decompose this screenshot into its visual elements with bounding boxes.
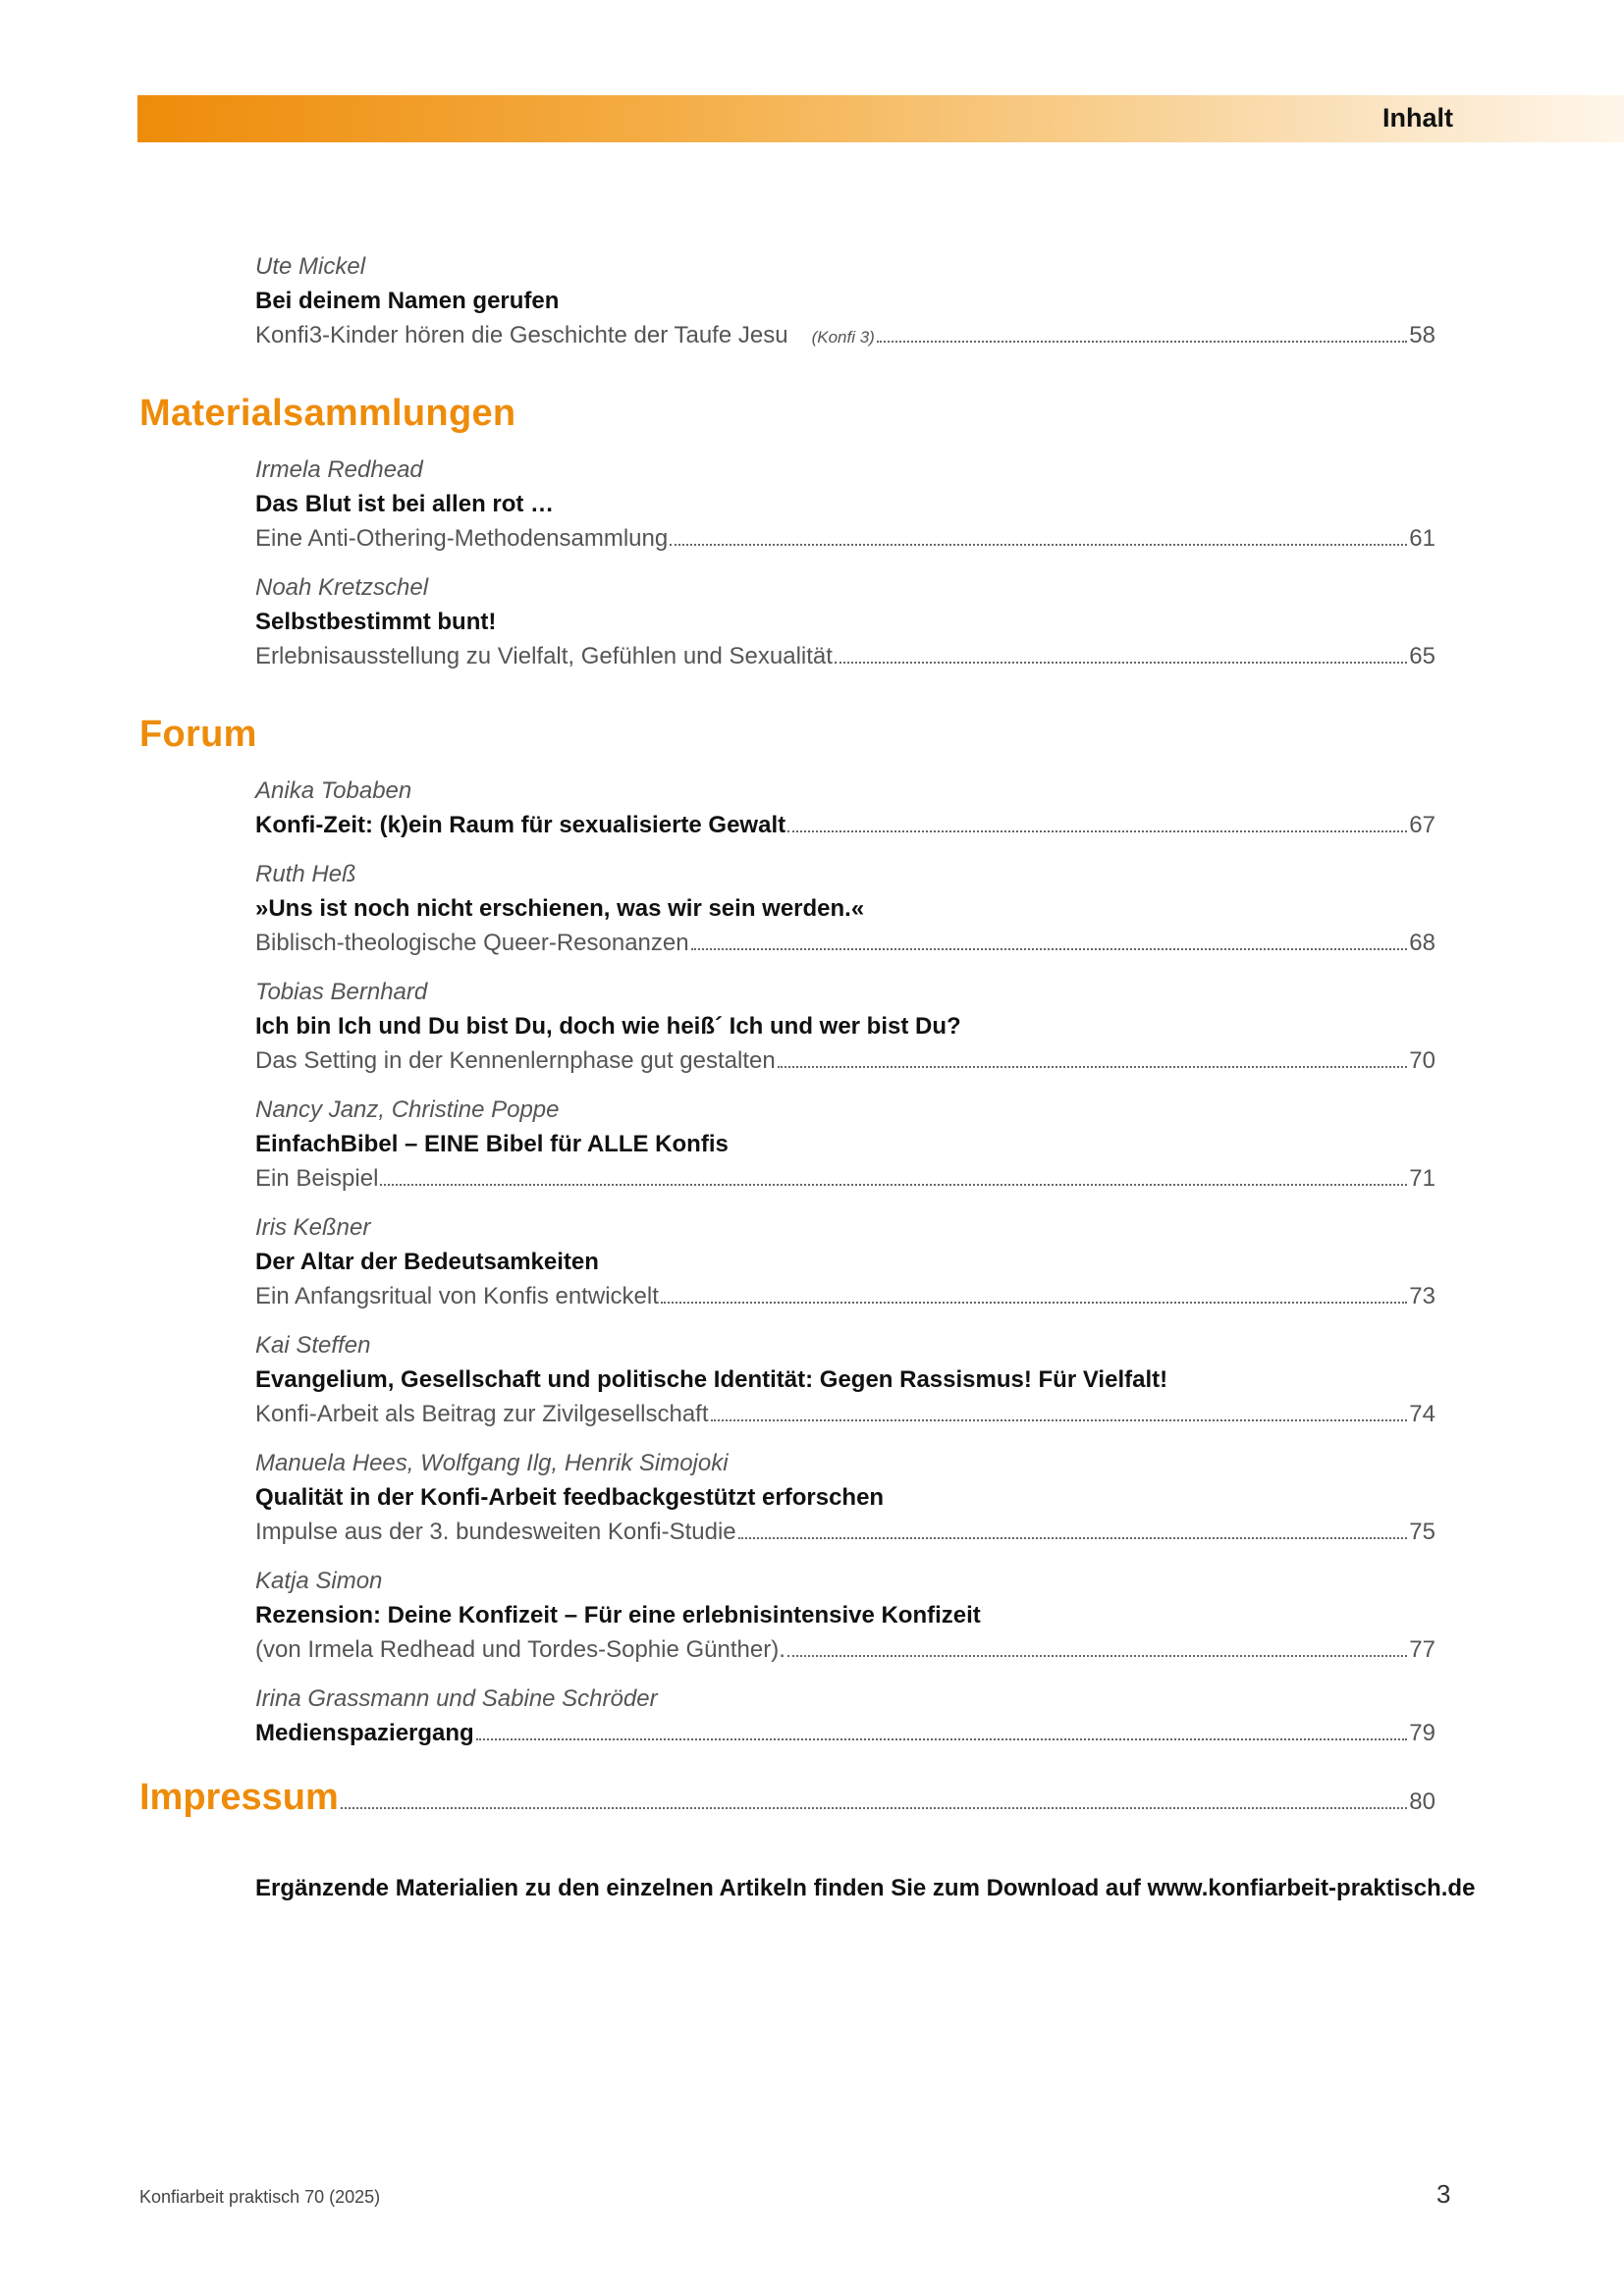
entry-page: 74 xyxy=(1409,1401,1435,1427)
toc-entry[interactable] xyxy=(255,1446,1435,1549)
entry-author: Manuela Hees, Wolfgang Ilg, Henrik Simojoki xyxy=(255,1450,729,1476)
entry-subtitle: Eine Anti-Othering-Methodensammlung xyxy=(255,525,669,552)
footer-publication: Konfiarbeit praktisch 70 (2025) xyxy=(139,2187,381,2207)
entry-page: 58 xyxy=(1409,322,1435,348)
entry-page: 73 xyxy=(1409,1283,1435,1309)
entry-page: 80 xyxy=(1409,1789,1435,1815)
entry-page: 67 xyxy=(1409,812,1435,838)
entry-title: »Uns ist noch nicht erschienen, was wir sein werden.« xyxy=(255,895,865,922)
entry-author: Katja Simon xyxy=(255,1568,383,1594)
entry-author: Irina Grassmann und Sabine Schröder xyxy=(255,1685,658,1712)
entry-subtitle: Biblisch-theologische Queer-Resonanzen xyxy=(255,930,689,956)
entry-title: Rezension: Deine Konfizeit – Für eine erlebnisintensive Konfizeit xyxy=(255,1602,981,1629)
entry-page: 77 xyxy=(1409,1636,1435,1663)
entry-author: Iris Keßner xyxy=(255,1214,371,1241)
entry-title: Evangelium, Gesellschaft und politische Identität: Gegen Rassismus! Für Vielfalt! xyxy=(255,1366,1168,1393)
section-heading-materialsammlungen: Materialsammlungen xyxy=(139,393,516,434)
entry-author: Ruth Heß xyxy=(255,861,356,887)
entry-leader-line xyxy=(255,1515,1435,1549)
entry-title: Ich bin Ich und Du bist Du, doch wie heiß´ Ich und wer bist Du? xyxy=(255,1013,961,1040)
entry-author: Tobias Bernhard xyxy=(255,979,428,1005)
entry-subtitle: Erlebnisausstellung zu Vielfalt, Gefühlen und Sexualität xyxy=(255,643,833,669)
entry-leader-line xyxy=(255,1161,1435,1196)
toc-entry[interactable] xyxy=(255,975,1435,1078)
entry-leader-line xyxy=(255,1043,1435,1078)
dot-leader xyxy=(711,1419,1408,1421)
toc-entry[interactable] xyxy=(255,453,1435,556)
entry-subtitle: (von Irmela Redhead und Tordes-Sophie Günther). xyxy=(255,1636,785,1663)
entry-author: Anika Tobaben xyxy=(255,777,412,804)
entry-title: Der Altar der Bedeutsamkeiten xyxy=(255,1249,599,1275)
entry-leader-line xyxy=(255,1716,1435,1750)
entry-author: Kai Steffen xyxy=(255,1332,371,1359)
entry-subtitle: Ein Beispiel xyxy=(255,1165,379,1192)
dot-leader xyxy=(835,662,1407,664)
entry-author: Nancy Janz, Christine Poppe xyxy=(255,1096,560,1123)
entry-leader-line xyxy=(255,808,1435,842)
entry-leader-line xyxy=(255,639,1435,673)
dot-leader xyxy=(341,1807,1408,1809)
footer-page-number: 3 xyxy=(1436,2179,1451,2209)
toc-entry[interactable] xyxy=(255,1328,1435,1431)
entry-title: Selbstbestimmt bunt! xyxy=(255,609,497,635)
entry-subtitle: Konfi-Arbeit als Beitrag zur Zivilgesellschaft xyxy=(255,1401,709,1427)
toc-entry[interactable] xyxy=(255,774,1435,842)
section-heading-forum: Forum xyxy=(139,714,257,755)
entry-leader-line xyxy=(255,1632,1435,1667)
entry-subtitle: Konfi3-Kinder hören die Geschichte der Taufe Jesu xyxy=(255,322,788,348)
header-bar xyxy=(137,95,1624,142)
dot-leader xyxy=(877,341,1407,343)
dot-leader xyxy=(787,1655,1407,1657)
dot-leader xyxy=(738,1537,1408,1539)
toc-entry[interactable] xyxy=(255,857,1435,960)
entry-page: 68 xyxy=(1409,930,1435,956)
dot-leader xyxy=(778,1066,1408,1068)
toc-entry[interactable] xyxy=(255,570,1435,673)
entry-page: 75 xyxy=(1409,1519,1435,1545)
download-note: Ergänzende Materialien zu den einzelnen Artikeln finden Sie zum Download auf www.konfiarbeit-praktisch.de xyxy=(255,1875,1476,1901)
entry-leader-line xyxy=(255,1279,1435,1313)
toc-entry[interactable] xyxy=(255,1093,1435,1196)
entry-title: EinfachBibel – EINE Bibel für ALLE Konfis xyxy=(255,1131,729,1157)
entry-subtitle: Das Setting in der Kennenlernphase gut gestalten xyxy=(255,1047,776,1074)
entry-leader-line xyxy=(255,521,1435,556)
entry-author: Noah Kretzschel xyxy=(255,574,429,601)
entry-title: Konfi-Zeit: (k)ein Raum für sexualisierte Gewalt xyxy=(255,812,786,838)
dot-leader xyxy=(661,1302,1407,1304)
entry-page: 79 xyxy=(1409,1720,1435,1746)
entry-page: 71 xyxy=(1409,1165,1435,1192)
entry-tag: (Konfi 3) xyxy=(811,328,875,347)
entry-page: 70 xyxy=(1409,1047,1435,1074)
dot-leader xyxy=(380,1184,1407,1186)
section-heading-impressum: Impressum xyxy=(139,1777,339,1818)
entry-title: Medienspaziergang xyxy=(255,1720,474,1746)
entry-title: Bei deinem Namen gerufen xyxy=(255,288,560,314)
entry-title: Qualität in der Konfi-Arbeit feedbackgestützt erforschen xyxy=(255,1484,885,1511)
toc-entry-impressum[interactable] xyxy=(139,1777,1435,1819)
entry-page: 61 xyxy=(1409,525,1435,552)
header-title: Inhalt xyxy=(1382,103,1453,133)
toc-entry[interactable] xyxy=(255,1210,1435,1313)
entry-leader-line xyxy=(255,1397,1435,1431)
entry-author: Irmela Redhead xyxy=(255,456,423,483)
entry-leader-line xyxy=(255,318,1435,352)
dot-leader xyxy=(691,948,1408,950)
dot-leader xyxy=(670,544,1407,546)
toc-entry[interactable] xyxy=(255,249,1435,352)
entry-title: Das Blut ist bei allen rot … xyxy=(255,491,555,517)
toc-entry[interactable] xyxy=(255,1564,1435,1667)
toc-entry[interactable] xyxy=(255,1682,1435,1750)
entry-leader-line xyxy=(255,926,1435,960)
entry-subtitle: Impulse aus der 3. bundesweiten Konfi-Studie xyxy=(255,1519,736,1545)
entry-author: Ute Mickel xyxy=(255,253,366,280)
entry-page: 65 xyxy=(1409,643,1435,669)
entry-subtitle: Ein Anfangsritual von Konfis entwickelt xyxy=(255,1283,659,1309)
dot-leader xyxy=(476,1738,1408,1740)
dot-leader xyxy=(787,830,1407,832)
